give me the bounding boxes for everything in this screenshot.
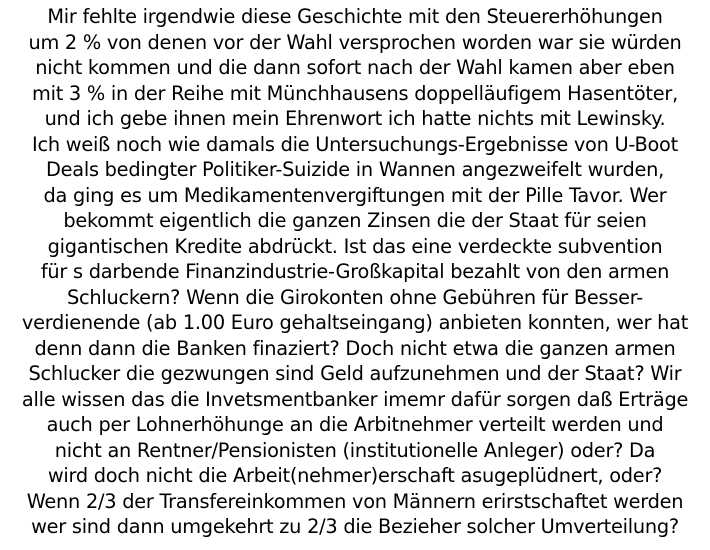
text-line-1: Mir fehlte irgendwie diese Geschichte mit den Steuererhöhungen [47,5,663,28]
text-line-18: nicht an Rentner/Pensionisten (institutionelle Anleger) oder? Da [54,438,656,462]
text-line-7: Deals bedingter Politiker-Suizide in Wannen angezweifelt wurden, [45,158,665,181]
text-line-15: Schlucker die gezwungen sind Geld aufzunehmen und der Staat? Wir [28,362,682,385]
text-line-10: gigantischen Kredite abdrückt. Ist das eine verdeckte subvention [47,234,663,258]
text-line-9: bekommt eigentlich die ganzen Zinsen die der Staat für seien [63,209,647,232]
text-line-11: für s darbende Finanzindustrie-Großkapital bezahlt von den armen [40,260,670,283]
text-line-17: auch per Lohnerhöhunge an die Arbitnehmer verteilt werden und [46,413,664,436]
text-line-3: nicht kommen und die dann sofort nach der Wahl kamen aber eben [35,56,675,79]
text-line-4: mit 3 % in der Reihe mit Münchhausens doppelläufigem Hasentöter, [32,81,678,105]
text-line-12: Schluckern? Wenn die Girokonten ohne Gebühren für Besser- [67,285,643,309]
text-line-2: um 2 % von denen vor der Wahl versprochen worden war sie würden [28,30,682,54]
text-line-8: da ging es um Medikamentenvergiftungen mit der Pille Tavor. Wer [43,183,667,207]
text-line-19: wird doch nicht die Arbeit(nehmer)erschaft asugeplüdnert, oder? [47,464,663,487]
text-block [0,4,710,540]
text-line-13: verdienende (ab 1.00 Euro gehaltseingang) anbieten konnten, wer hat [21,311,689,334]
text-line-14: denn dann die Banken finaziert? Doch nicht etwa die ganzen armen [34,336,676,360]
text-line-6: Ich weiß noch wie damals die Untersuchungs-Ergebnisse von U-Boot [32,132,678,156]
text-line-20: Wenn 2/3 der Transfereinkommen von Männern erirstschaftet werden [26,489,684,513]
text-line-21: wer sind dann umgekehrt zu 2/3 die Bezieher solcher Umverteilung? [31,515,679,538]
text-line-5: und ich gebe ihnen mein Ehrenwort ich hatte nichts mit Lewinsky. [44,107,666,130]
text-line-16: alle wissen das die Invetsmentbanker imemr dafür sorgen daß Erträge [21,387,689,411]
